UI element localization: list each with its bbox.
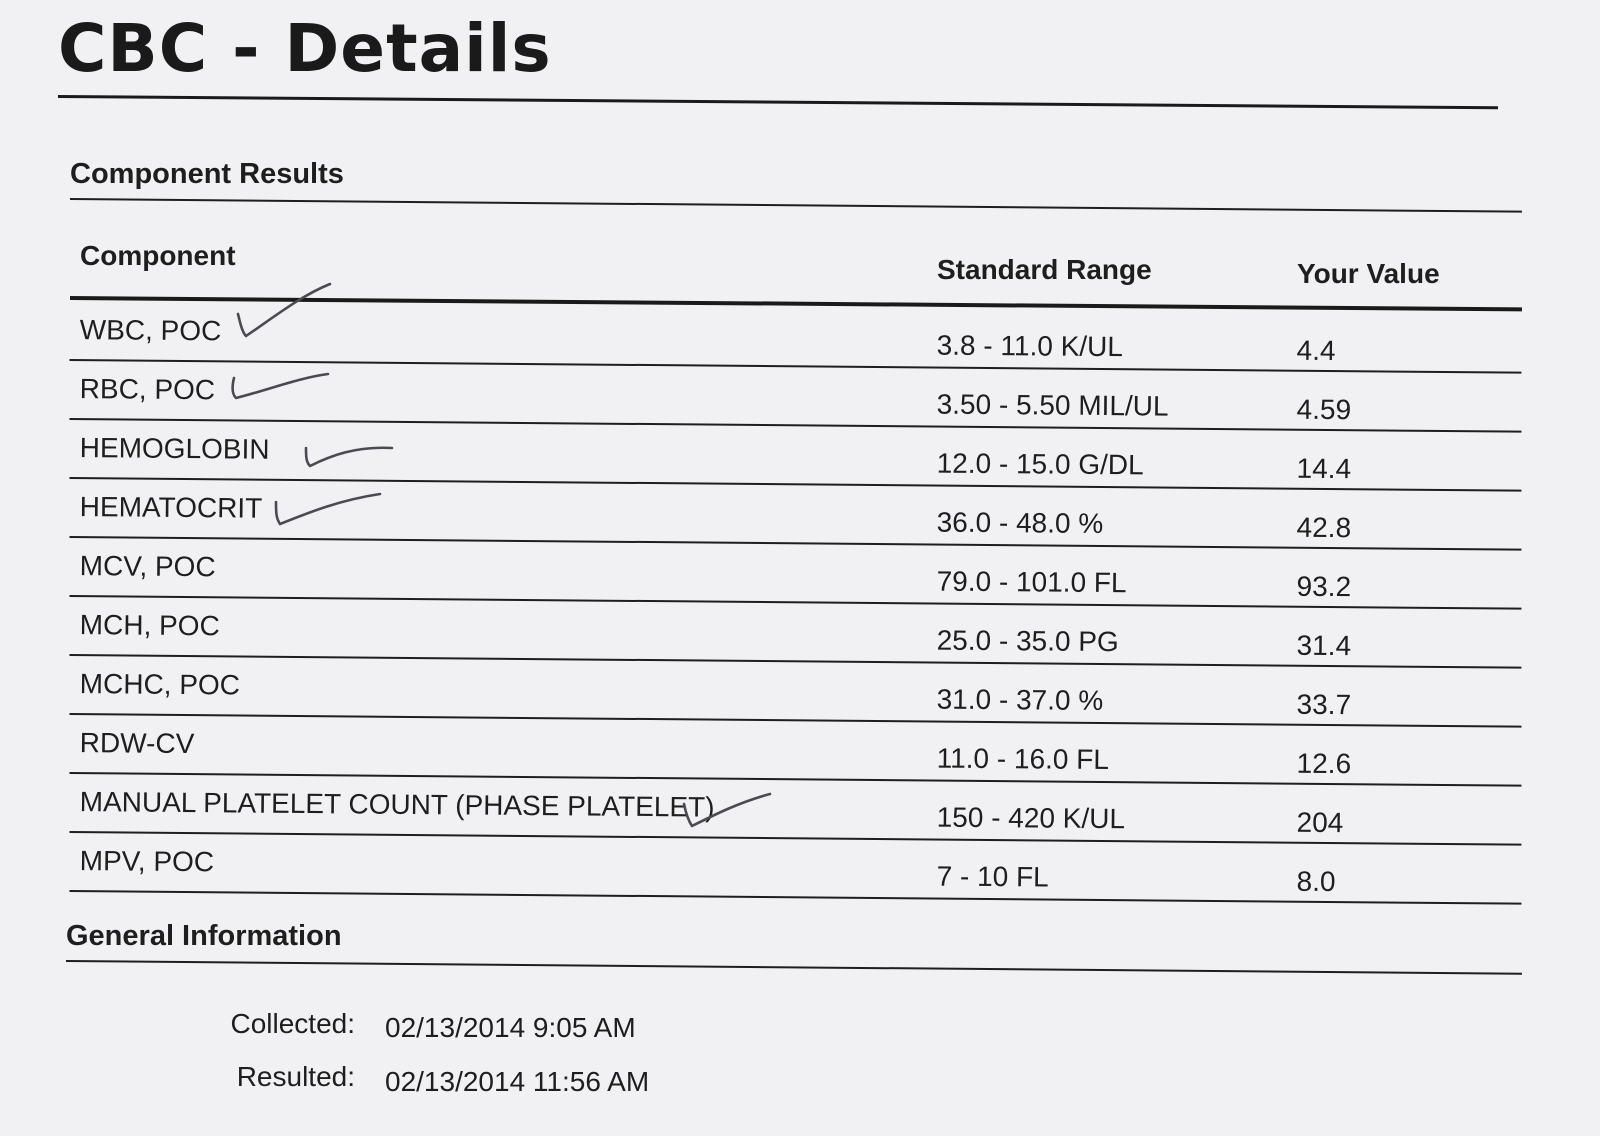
checkmark-icon — [228, 368, 338, 408]
your-value: 93.2 — [1296, 570, 1352, 603]
component-name: RDW-CV — [79, 727, 195, 760]
general-information-heading: General Information — [66, 920, 342, 952]
standard-range: 36.0 - 48.0 % — [936, 506, 1104, 540]
your-value: 8.0 — [1296, 865, 1336, 898]
checkmark-icon — [680, 792, 780, 837]
standard-range: 11.0 - 16.0 FL — [936, 742, 1110, 776]
component-name: MANUAL PLATELET COUNT (PHASE PLATELET) — [79, 786, 715, 823]
component-name: WBC, POC — [79, 314, 222, 347]
checkmark-icon — [230, 280, 340, 350]
component-name: HEMATOCRIT — [79, 491, 263, 524]
standard-range: 3.50 - 5.50 MIL/UL — [936, 388, 1169, 422]
resulted-value: 02/13/2014 11:56 AM — [385, 1066, 650, 1097]
table-row — [0, 832, 1600, 906]
page-title: CBC - Details — [58, 10, 552, 87]
standard-range: 31.0 - 37.0 % — [936, 683, 1104, 717]
standard-range: 79.0 - 101.0 FL — [936, 565, 1127, 599]
your-value: 4.59 — [1296, 393, 1352, 426]
standard-range: 25.0 - 35.0 PG — [936, 624, 1119, 658]
your-value: 12.6 — [1296, 747, 1352, 780]
checkmark-icon — [270, 490, 390, 535]
your-value: 14.4 — [1296, 452, 1352, 485]
component-name: MCH, POC — [79, 609, 220, 642]
component-name: MCHC, POC — [79, 668, 241, 701]
collected-label: Collected: — [230, 1008, 355, 1039]
your-value: 4.4 — [1296, 334, 1336, 367]
standard-range: 3.8 - 11.0 K/UL — [936, 329, 1124, 363]
column-header-standard-range: Standard Range — [937, 254, 1152, 285]
component-name: MPV, POC — [79, 845, 215, 878]
your-value: 31.4 — [1296, 629, 1352, 662]
your-value: 33.7 — [1296, 688, 1352, 721]
checkmark-icon — [300, 438, 400, 478]
standard-range: 150 - 420 K/UL — [936, 801, 1126, 835]
column-header-component: Component — [80, 240, 236, 271]
component-name: RBC, POC — [79, 373, 216, 406]
resulted-label: Resulted: — [236, 1061, 355, 1092]
collected-value: 02/13/2014 9:05 AM — [385, 1012, 636, 1043]
standard-range: 7 - 10 FL — [936, 860, 1049, 893]
component-name: HEMOGLOBIN — [79, 432, 270, 465]
your-value: 204 — [1296, 806, 1344, 839]
component-name: MCV, POC — [79, 550, 216, 583]
column-header-your-value: Your Value — [1297, 258, 1440, 289]
standard-range: 12.0 - 15.0 G/DL — [936, 447, 1144, 481]
component-results-heading: Component Results — [70, 158, 344, 190]
your-value: 42.8 — [1296, 511, 1352, 544]
